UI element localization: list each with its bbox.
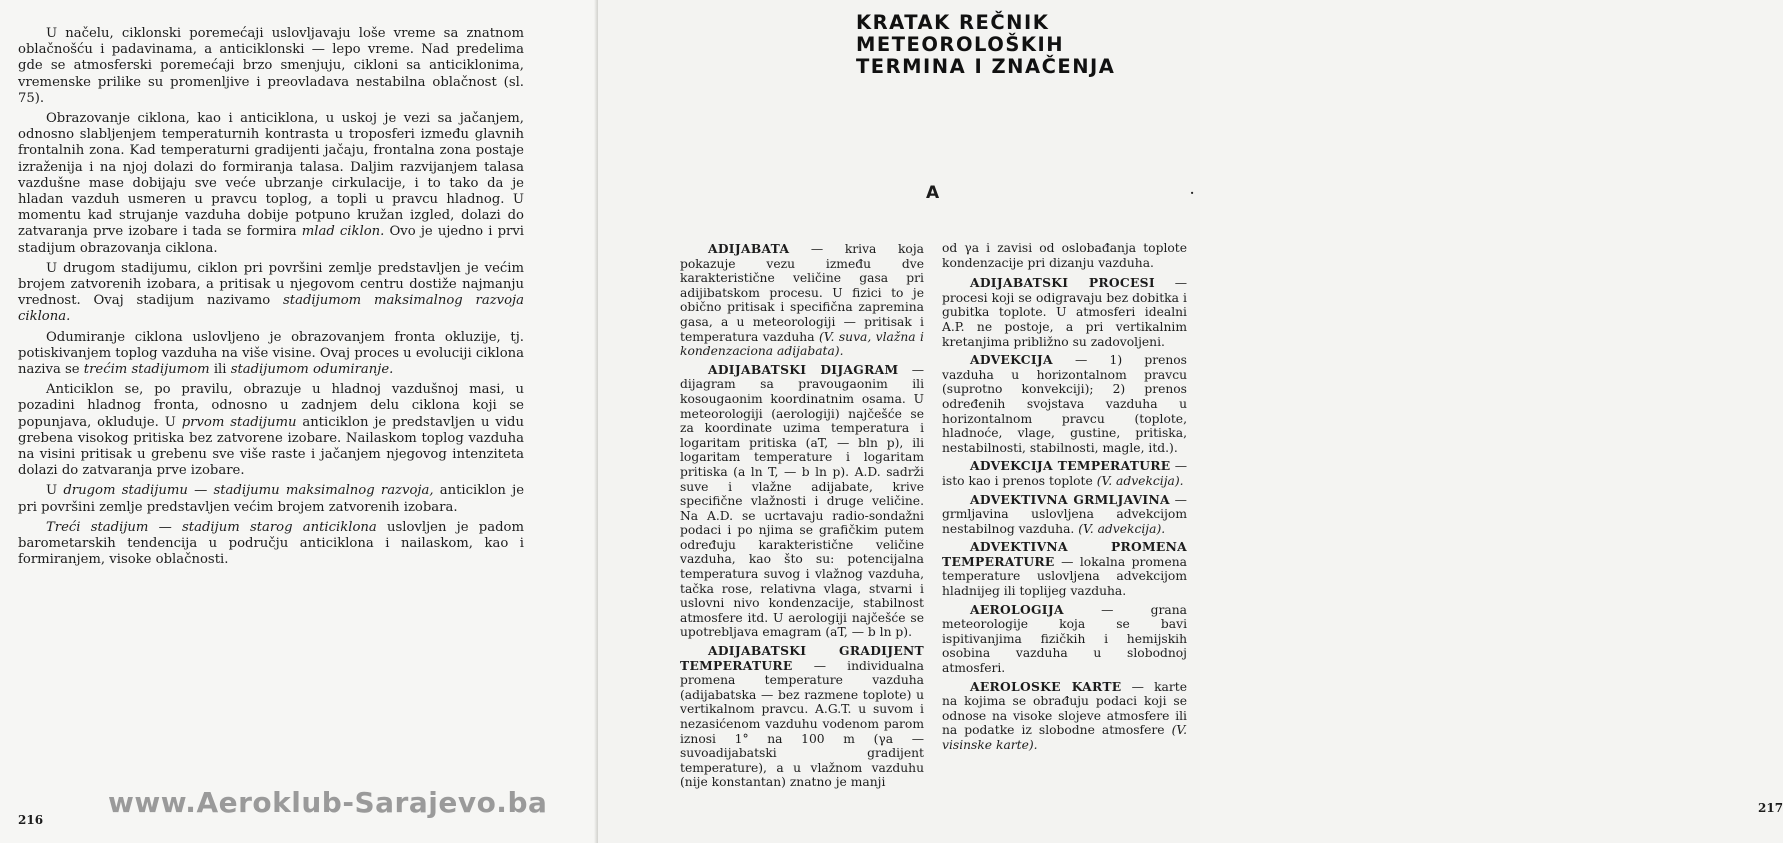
entry-italic: (V. suva, vlažna i kondenzaciona adijabata).	[680, 329, 924, 359]
body-paragraph	[18, 520, 524, 569]
entry-term: AEROLOGIJA	[970, 601, 1064, 617]
paragraph-italic: drugom stadijumu — stadijumu maksimalnog razvoja,	[63, 483, 434, 499]
entry-term: ADIJABATSKI GRADIJENT TEMPERATURE	[680, 643, 924, 673]
entry-text: — isto kao i prenos toplote	[942, 459, 1187, 488]
body-paragraph	[18, 483, 524, 515]
body-paragraph	[18, 261, 524, 326]
paragraph-text: U	[46, 483, 64, 499]
paragraph-text: Odumiranje ciklona uslovljeno je obrazovanjem fronta okluzije, tj. potiskivanjem toplog vazduha na više visine. Ovaj proces u evoluciji ciklona naziva se	[18, 329, 524, 378]
entry-italic: (V. visinske karte).	[942, 723, 1187, 752]
entry-text: — grana meteorologije koja se bavi ispitivanjima fizičkih i hemijskih osobina vazduha u slobodnoj atmosferi.	[942, 602, 1187, 676]
paragraph-text: uslovljen je padom barometarskih tendencija u području anticiklona i nailaskom, kao i formiranjem, visoke oblačnosti.	[18, 519, 524, 568]
body-paragraph	[18, 330, 524, 379]
dictionary-entry	[942, 276, 1187, 349]
body-paragraph	[18, 382, 524, 479]
entry-term: AEROLOSKE KARTE	[970, 678, 1122, 694]
entry-text: — 1) prenos vazduha u horizontalnom pravcu (suprotno konvekciji); 2) prenos određenih svojstava vazduha u horizontalnom pravcu (toplote, hladnoće, vlage, gustine, pritiska, nestabilnosti, stabilnosti, magle, itd.).	[942, 353, 1187, 455]
paragraph-text: ili	[209, 362, 231, 378]
body-paragraph	[18, 26, 524, 107]
stray-mark: ·	[1190, 186, 1195, 200]
paragraph-text: U drugom stadijumu, ciklon pri površini zemlje predstavljen je većim brojem zatvorenih izobara, a pritisak u njegovom centru dostiže najmanju vrednost. Ovaj stadijum nazivamo	[18, 260, 524, 309]
entry-text: od γa i zavisi od oslobađanja toplote kondenzacije pri dizanju vazduha.	[942, 241, 1187, 270]
paragraph-italic: Treći stadijum — stadijum starog anticiklona	[46, 519, 377, 535]
entry-term: ADVEKTIVNA PROMENA TEMPERATURE	[942, 539, 1187, 569]
body-paragraph	[18, 111, 524, 257]
entry-term: ADVEKTIVNA GRMLJAVINA	[970, 491, 1170, 507]
paragraph-text: anticiklon je pri površini zemlje predstavljen većim brojem zatvorenih izobara.	[18, 483, 524, 515]
paragraph-italic: mlad ciklon.	[301, 224, 385, 240]
entry-italic: (V. advekcija).	[1096, 473, 1184, 488]
entry-text: — karte na kojima se obrađuju podaci koji se odnose na visoke slojeve atmosfere ili na podatke iz slobodne atmosfere	[942, 679, 1187, 738]
dictionary-column-2	[942, 241, 1187, 757]
dictionary-entry	[680, 363, 924, 640]
dictionary-entry	[680, 644, 924, 790]
entry-term: ADVEKCIJA	[970, 352, 1053, 368]
entry-term: ADIJABATSKI PROCESI	[970, 275, 1155, 291]
dictionary-entry	[942, 540, 1187, 598]
paragraph-italic: trećim stadijumom	[83, 362, 210, 378]
paragraph-text: Obrazovanje ciklona, kao i anticiklona, u uskoj je vezi sa jačanjem, odnosno slabljenjem temperaturnih kontrasta u troposferi između glavnih frontalnih zona. Kad temperaturni gradijenti jačaju, frontalna zona postaje izraženija i na njoj dolazi do formiranja talasa. Daljim razvijanjem talasa vazdušne mase dobijaju sve veće ubrzanje cirkulacije, i to tako da je hladan vazduh usmeren u pravcu toplog, a topli u pravcu hladnog. U momentu kad strujanje vazduha dobije potpuno kružan izgled, dolazi do zatvaranja prve izobare i tada se formira	[18, 111, 524, 240]
dictionary-column-1	[680, 242, 924, 794]
entry-term: ADIJABATSKI DIJAGRAM	[708, 361, 899, 377]
dictionary-entry	[942, 353, 1187, 455]
entry-italic: (V. advekcija).	[1078, 521, 1166, 536]
entry-text: — individualna promena temperature vazduha (adijabatska — bez razmene toplote) u vertikalnom pravcu. A.G.T. u suvom i nezasićenom vazduhu vodenom parom iznosi 1° na 100 m (γa — suvoadijabatski gradijent temperature), a u vlažnom vazduhu (nije konstantan) znatno je manji	[680, 658, 924, 790]
dictionary-title	[856, 12, 1176, 78]
watermark: www.Aeroklub-Sarajevo.ba	[108, 786, 548, 819]
entry-term: ADVEKCIJA TEMPERATURE	[970, 458, 1171, 474]
dictionary-entry	[942, 241, 1187, 270]
dictionary-entry	[680, 242, 924, 359]
paragraph-italic: prvom stadijumu	[181, 414, 297, 430]
dictionary-entry	[942, 603, 1187, 676]
dictionary-entry	[942, 493, 1187, 537]
dictionary-title-line: METEOROLOŠKIH	[856, 33, 1065, 56]
section-letter: A	[926, 183, 940, 203]
entry-text: — kriva koja pokazuje vezu između dve karakteristične veličine gasa pri adijibatskom procesu. U fizici to je obično pritisak i specifična zapremina gasa, a u meteorologiji — pritisak i temperatura vazduha	[680, 242, 924, 344]
paragraph-text: anticiklon je predstavljen u vidu grebena visokog pritiska bez zatvorene izobare. Nailaskom toplog vazduha na visini pritisak u grebenu sve više raste i jačanjem njegovog intenziteta dolazi do zatvaranja prve izobare.	[18, 414, 524, 479]
entry-text: — lokalna promena temperature uslovljena advekcijom hladnijeg ili toplijeg vazduha.	[942, 554, 1187, 599]
left-page	[0, 0, 598, 843]
dictionary-title-line: KRATAK REČNIK	[856, 11, 1050, 34]
dictionary-title-line: TERMINA I ZNAČENJA	[856, 55, 1116, 78]
page-number-right: 217	[1758, 801, 1783, 815]
page-number-left: 216	[18, 813, 44, 827]
entry-text: — dijagram sa pravougaonim ili kosougaonim koordinatnim osama. U meteorologiji (aerologiji) najčešće se za koordinate uzima temperatura i logaritam pritiska (aT, — bln p), ili logaritam temperature i logaritam pritiska (a ln T, — b ln p). A.D. sadrži suve i vlažne adijabate, krive specifične vlažnosti i druge veličine. Na A.D. se ucrtavaju radio-sondažni podaci i po njima se grafičkim putem određuju karakteristične veličine vazduha, kao što su: potencijalna temperatura suvog i vlažnog vazduha, tačka rose, relativna vlaga, stvarni i uslovni nivo kondenzacije, stabilnost atmosfere itd. U aerologiji najčešće se upotrebljava emagram (aT, — b ln p).	[680, 362, 924, 640]
paragraph-text: Ovo je ujedno i prvi stadijum obrazovanja ciklona.	[18, 224, 525, 256]
paragraph-italic: stadijumom odumiranje.	[230, 362, 394, 378]
dictionary-entry	[942, 459, 1187, 488]
paragraph-italic: stadijumom maksimalnog razvoja ciklona.	[18, 293, 524, 325]
entry-text: — procesi koji se odigravaju bez dobitka i gubitka toplote. U atmosferi idealni A.P. ne postoje, a pri vertikalnim kretanjima približno su zadovoljeni.	[942, 276, 1187, 349]
paragraph-text: U načelu, ciklonski poremećaji uslovljavaju loše vreme sa znatnom oblačnošću i padavinama, a anticiklonski — lepo vreme. Nad predelima gde se atmosferski poremećaji brzo smenjuju, cikloni sa anticiklonima, vremenske prilike su promenljive i preovladava nestabilna oblačnost (sl. 75).	[18, 26, 524, 106]
entry-term: ADIJABATA	[708, 241, 790, 256]
dictionary-entry	[942, 680, 1187, 753]
left-page-body	[18, 26, 524, 573]
paragraph-text: Anticiklon se, po pravilu, obrazuje u hladnoj vazdušnoj masi, u pozadini hladnog fronta, odnosno u zadnjem delu ciklona koji se popunjava, okluduje. U	[18, 382, 524, 430]
entry-text: — grmljavina uslovljena advekcijom nestabilnog vazduha.	[942, 492, 1187, 536]
